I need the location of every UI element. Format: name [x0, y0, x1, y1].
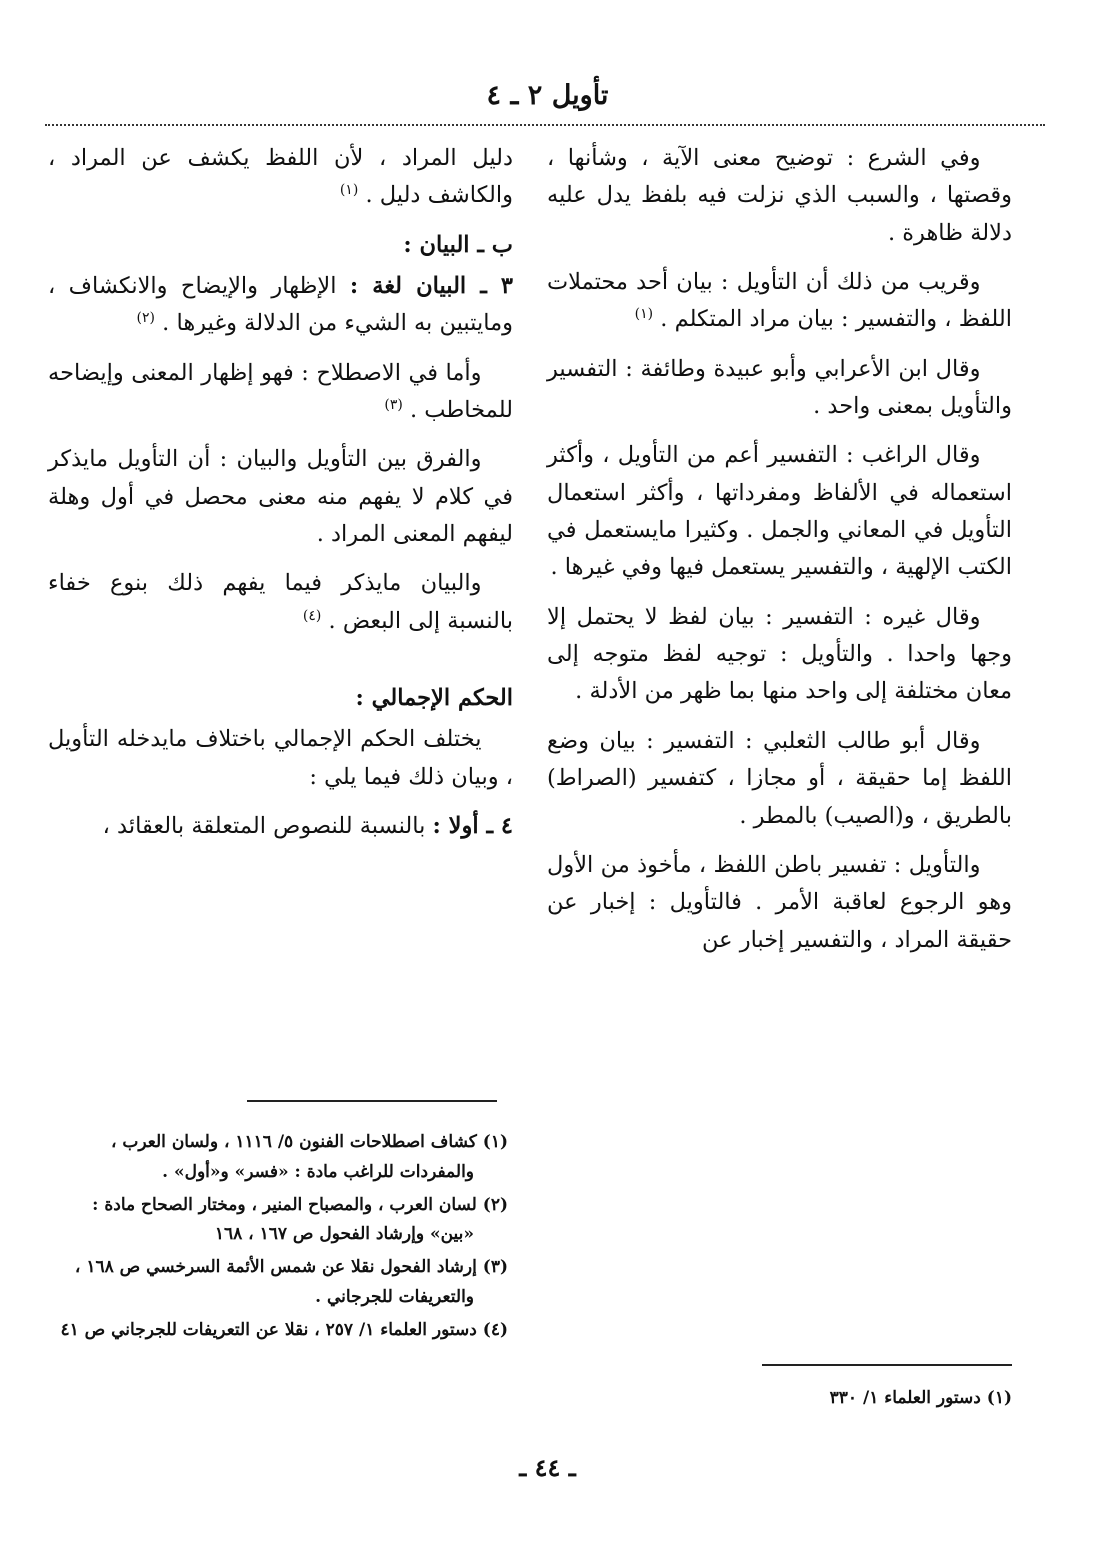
footnote: (٤) دستور العلماء ١/ ٢٥٧ ، نقلا عن التعريفات للجرجاني ص ٤١: [60, 1319, 508, 1340]
paragraph: [48, 565, 513, 640]
paragraph-text: والبيان مايذكر فيما يفهم ذلك بنوع خفاء بالنسبة إلى البعض .: [48, 570, 513, 634]
paragraph-lead: ٣ ـ البيان لغة :: [349, 273, 513, 300]
footnote: (١) كشاف اصطلاحات الفنون ٥/ ١١١٦ ، ولسان العرب ، والمفردات للراغب مادة : «فسر» و«أول» .: [111, 1132, 508, 1182]
page-number: ـ ٤٤ ـ: [519, 1453, 576, 1482]
footnote-rule-left: [247, 1100, 497, 1102]
paragraph: [48, 441, 513, 553]
footnote-marker: (١): [339, 182, 359, 199]
footnotes-left: [48, 1128, 508, 1348]
paragraph-text: وقال أبو طالب الثعلبي : التفسير : بيان وضع اللفظ إما حقيقة ، أو مجازا ، كتفسير (الصراط) بالطريق ، و(الصيب) بالمطر .: [547, 727, 1012, 829]
paragraph: [48, 268, 513, 343]
paragraph: [547, 847, 1012, 959]
section-heading-bayan: ب ـ البيان :: [403, 231, 513, 258]
paragraph: [48, 721, 513, 796]
paragraph: [48, 140, 513, 215]
footnote-marker: (٢): [136, 310, 155, 327]
paragraph-text: بالنسبة للنصوص المتعلقة بالعقائد ،: [102, 813, 426, 840]
paragraph-text: وقال غيره : التفسير : بيان لفظ لا يحتمل إلا وجها واحدا . والتأويل : توجيه لفظ متوجه إلى معان مختلفة إلى واحد منها بما ظهر من الأدلة .: [547, 603, 1012, 705]
paragraph-lead: ٤ ـ أولا :: [432, 813, 513, 840]
footnote: (٢) لسان العرب ، والمصباح المنير ، ومختار الصحاح مادة : «بين» وإرشاد الفحول ص ١٦٧ ، ١٦٨: [92, 1194, 508, 1245]
page-header: [0, 80, 1095, 111]
paragraph-text: وقال ابن الأعرابي وأبو عبيدة وطائفة : التفسير والتأويل بمعنى واحد .: [547, 355, 1012, 420]
paragraph: [547, 437, 1012, 586]
footnote-marker: (٣): [384, 397, 403, 414]
footnotes-right: [547, 1384, 1012, 1417]
paragraph: [547, 599, 1012, 711]
paragraph: [547, 723, 1012, 835]
paragraph-text: وأما في الاصطلاح : فهو إظهار المعنى وإيضاحه للمخاطب .: [48, 359, 513, 424]
page-title: تأويل ٢ ـ ٤: [486, 80, 609, 111]
paragraph-text: يختلف الحكم الإجمالي باختلاف مايدخله التأويل ، وبيان ذلك فيما يلي :: [48, 726, 513, 790]
footnote: (٣) إرشاد الفحول نقلا عن شمس الأئمة السرخسي ص ١٦٨ ، والتعريفات للجرجاني .: [74, 1257, 508, 1307]
footnote-marker: (٤): [302, 607, 322, 624]
paragraph: [48, 355, 513, 430]
footnote-marker: (١): [634, 306, 654, 323]
paragraph: [547, 351, 1012, 426]
header-rule: [45, 124, 1045, 126]
section-heading-hukm: الحكم الإجمالي :: [355, 685, 513, 712]
paragraph-text: وقال الراغب : التفسير أعم من التأويل ، وأكثر استعماله في الألفاظ ومفرداتها ، وأكثر استعمال التأويل في المعاني والجمل . وكثيرا مايستعمل في الكتب الإلهية ، والتفسير يستعمل فيها وفي غيرها .: [547, 442, 1012, 581]
paragraph-text: والفرق بين التأويل والبيان : أن التأويل مايذكر في كلام لا يفهم منه معنى محصل في أول وهلة ليفهم المعنى المراد .: [48, 446, 513, 548]
paragraph: [547, 140, 1012, 252]
paragraph: [48, 808, 513, 845]
paragraph-text: دليل المراد ، لأن اللفظ يكشف عن المراد ، والكاشف دليل .: [48, 145, 513, 209]
paragraph-text: وقريب من ذلك أن التأويل : بيان أحد محتملات اللفظ ، والتفسير : بيان مراد المتكلم .: [547, 269, 1012, 333]
footnote: (١) دستور العلماء ١/ ٣٣٠: [829, 1388, 1012, 1408]
footnote-rule-right: [762, 1364, 1012, 1366]
paragraph: [547, 264, 1012, 339]
right-column: [547, 140, 1012, 971]
paragraph-text: والتأويل : تفسير باطن اللفظ ، مأخوذ من الأول وهو الرجوع لعاقبة الأمر . فالتأويل : إخبار عن حقيقة المراد ، والتفسير إخبار عن: [547, 851, 1012, 953]
paragraph-text: وفي الشرع : توضيح معنى الآية ، وشأنها ، وقصتها ، والسبب الذي نزلت فيه بلفظ يدل عليه دلالة ظاهرة .: [547, 145, 1012, 246]
paragraph-text: الإظهار والإيضاح والانكشاف ، ومايتبين به الشيء من الدلالة وغيرها .: [48, 273, 513, 337]
left-column: [48, 140, 513, 858]
